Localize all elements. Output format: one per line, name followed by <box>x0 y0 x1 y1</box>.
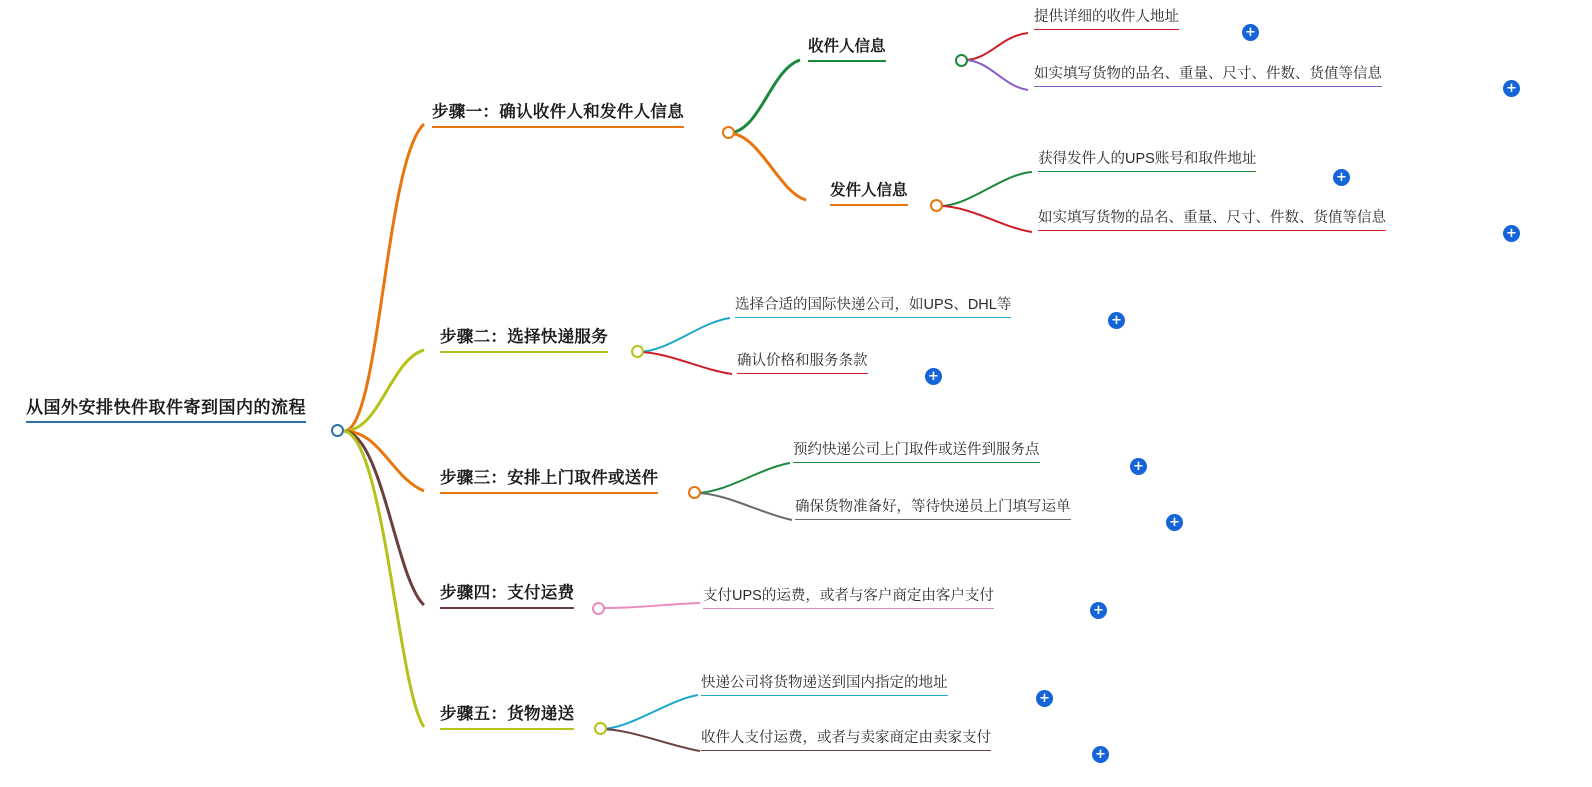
leaf-pay-shipping[interactable] <box>703 588 994 609</box>
branch-step-4[interactable] <box>440 584 574 609</box>
expand-button-book-pickup[interactable]: + <box>1130 458 1147 475</box>
root-connector-dot[interactable] <box>331 424 344 437</box>
node-sender-info[interactable] <box>830 182 908 206</box>
expand-button-confirm-price-terms[interactable]: + <box>925 368 942 385</box>
branch-step-1-dot[interactable] <box>722 126 735 139</box>
leaf-sender-ups-account-label: 获得发件人的UPS账号和取件地址 <box>1038 151 1256 172</box>
leaf-sender-goods-info[interactable] <box>1038 210 1386 231</box>
leaf-pay-shipping-label: 支付UPS的运费，或者与客户商定由客户支付 <box>703 588 994 609</box>
expand-button-choose-courier[interactable]: + <box>1108 312 1125 329</box>
branch-step-3-label: 步骤三：安排上门取件或送件 <box>440 469 658 494</box>
branch-step-1[interactable] <box>432 103 684 128</box>
leaf-recipient-address-label: 提供详细的收件人地址 <box>1034 9 1179 30</box>
leaf-delivery-domestic[interactable] <box>701 675 948 696</box>
leaf-prepare-goods-label: 确保货物准备好，等待快递员上门填写运单 <box>795 499 1071 520</box>
node-recipient-info[interactable] <box>808 38 886 62</box>
leaf-prepare-goods[interactable] <box>795 499 1071 520</box>
leaf-book-pickup-label: 预约快递公司上门取件或送件到服务点 <box>793 442 1040 463</box>
leaf-choose-courier[interactable] <box>735 297 1011 318</box>
expand-button-prepare-goods[interactable]: + <box>1166 514 1183 531</box>
branch-step-3[interactable] <box>440 469 658 494</box>
node-recipient-info-dot[interactable] <box>955 54 968 67</box>
expand-button-sender-ups-account[interactable]: + <box>1333 169 1350 186</box>
expand-button-recipient-address[interactable]: + <box>1242 24 1259 41</box>
leaf-confirm-price-terms[interactable] <box>737 353 868 374</box>
branch-step-4-label: 步骤四：支付运费 <box>440 584 574 609</box>
node-sender-info-label: 发件人信息 <box>830 182 908 206</box>
expand-button-pay-shipping[interactable]: + <box>1090 602 1107 619</box>
root-label: 从国外安排快件取件寄到国内的流程 <box>26 398 306 423</box>
expand-button-delivery-domestic[interactable]: + <box>1036 690 1053 707</box>
leaf-confirm-price-terms-label: 确认价格和服务条款 <box>737 353 868 374</box>
leaf-choose-courier-label: 选择合适的国际快递公司，如UPS、DHL等 <box>735 297 1011 318</box>
node-recipient-info-label: 收件人信息 <box>808 38 886 62</box>
mindmap-root[interactable] <box>26 398 306 423</box>
expand-button-sender-goods-info[interactable]: + <box>1503 225 1520 242</box>
branch-step-5-label: 步骤五：货物递送 <box>440 705 574 730</box>
branch-step-5-dot[interactable] <box>594 722 607 735</box>
branch-step-2-label: 步骤二：选择快递服务 <box>440 328 608 353</box>
leaf-book-pickup[interactable] <box>793 442 1040 463</box>
branch-step-2[interactable] <box>440 328 608 353</box>
node-sender-info-dot[interactable] <box>930 199 943 212</box>
branch-step-1-label: 步骤一：确认收件人和发件人信息 <box>432 103 684 128</box>
leaf-recipient-pays[interactable] <box>701 730 991 751</box>
branch-step-2-dot[interactable] <box>631 345 644 358</box>
leaf-recipient-address[interactable] <box>1034 9 1179 30</box>
leaf-delivery-domestic-label: 快递公司将货物递送到国内指定的地址 <box>701 675 948 696</box>
leaf-recipient-goods-info-label: 如实填写货物的品名、重量、尺寸、件数、货值等信息 <box>1034 66 1382 87</box>
leaf-sender-goods-info-label: 如实填写货物的品名、重量、尺寸、件数、货值等信息 <box>1038 210 1386 231</box>
leaf-recipient-pays-label: 收件人支付运费，或者与卖家商定由卖家支付 <box>701 730 991 751</box>
branch-step-3-dot[interactable] <box>688 486 701 499</box>
leaf-recipient-goods-info[interactable] <box>1034 66 1382 87</box>
branch-step-4-dot[interactable] <box>592 602 605 615</box>
expand-button-recipient-pays[interactable]: + <box>1092 746 1109 763</box>
branch-step-5[interactable] <box>440 705 574 730</box>
expand-button-recipient-goods-info[interactable]: + <box>1503 80 1520 97</box>
leaf-sender-ups-account[interactable] <box>1038 151 1256 172</box>
